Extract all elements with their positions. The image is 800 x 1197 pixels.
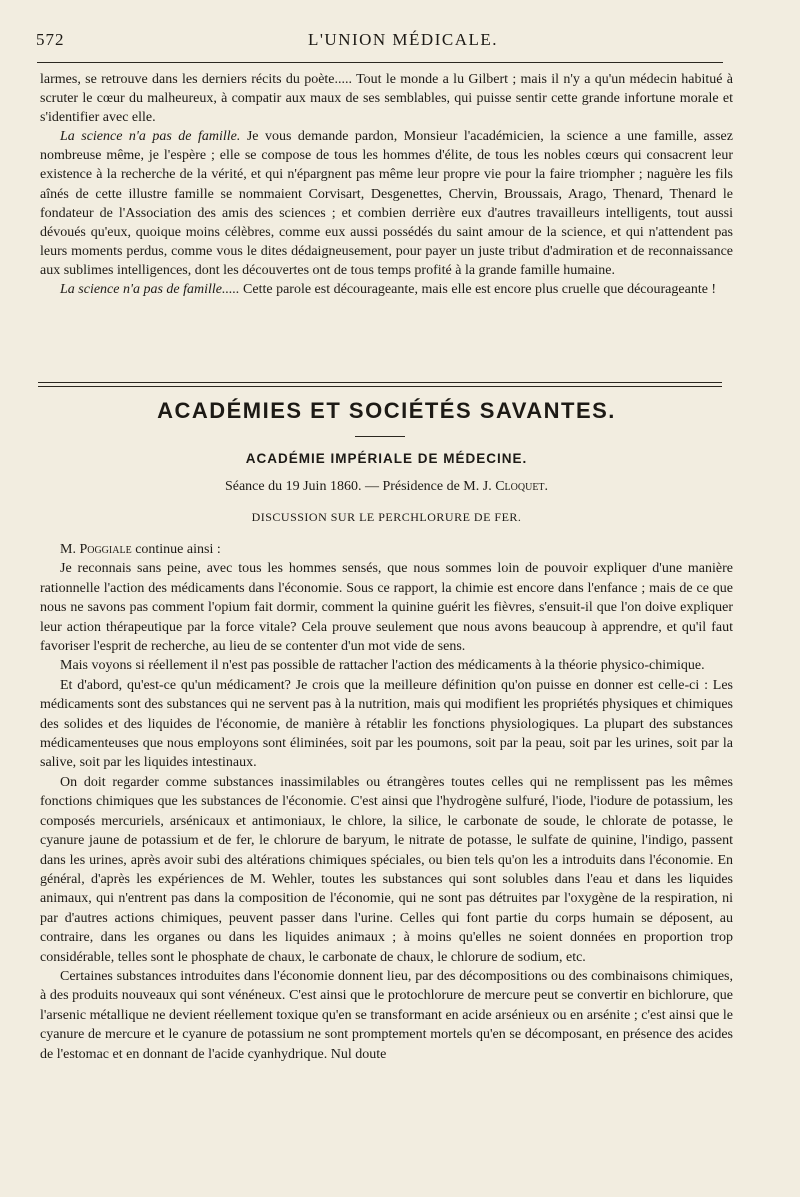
- speaker-name: Poggiale: [79, 542, 132, 557]
- section-title: ACADÉMIES ET SOCIÉTÉS SAVANTES.: [157, 398, 616, 423]
- speaker-rest: continue ainsi :: [131, 542, 221, 557]
- paragraph: [40, 127, 733, 280]
- speaker-line: [40, 540, 733, 559]
- speaker-prefix: M.: [60, 542, 80, 557]
- discussion-heading: DISCUSSION SUR LE PERCHLORURE DE FER.: [251, 510, 522, 524]
- session-prefix: Séance du 19 Juin 1860. — Présidence de M. J.: [224, 479, 496, 494]
- section-subtitle: ACADÉMIE IMPÉRIALE DE MÉDECINE.: [245, 451, 528, 466]
- paragraph: Certaines substances introduites dans l'économie donnent lieu, par des décompositions ou des combinaisons chimiques, à des produits nouveaux qui sont vénéneux. C'est ainsi que le protochlorure de mercure peut se convertir en bichlorure, que l'arsenic métallique ne devient réellement toxique qu'en se transformant en acide arsénieux ou en arsénite ; c'est ainsi que le cyanure de mercure et le cyanure de potassium ne sont promptement mortels qu'en se décomposant, en présence des acides de l'estomac et en donnant de l'acide cyanhydrique. Nul doute: [40, 968, 733, 1062]
- header-rule: [37, 62, 723, 63]
- paragraph: Et d'abord, qu'est-ce qu'un médicament? Je crois que la meilleure définition qu'on puisse en donner est celle-ci : Les médicaments sont des substances qui ne servent pas à la nutrition, mais qui modifient les propriétés physiques et chimiques des solides et des liquides de l'économie, de manière à rétablir les fonctions physiologiques. La plupart des substances médicamenteuses que nous employons sont éliminées, soit par les poumons, soit par la peau, soit par les urines, soit par la salive, soit par les liquides intestinaux.: [40, 677, 733, 771]
- italic-quote: La science n'a pas de famille.....: [60, 282, 240, 298]
- paragraph: Mais voyons si réellement il n'est pas possible de rattacher l'action des médicaments à la théorie physico-chimique.: [60, 658, 705, 674]
- paragraph: larmes, se retrouve dans les derniers récits du poète..... Tout le monde a lu Gilbert ; mais il n'y a qu'un médecin habitué à scruter le cœur du malheureux, à compatir aux maux de ses semblables, qui puisse sentir cette grande infortune morale et s'identifier avec elle.: [40, 72, 733, 126]
- paragraph: [40, 280, 733, 299]
- section-double-rule: [38, 382, 722, 387]
- paragraph: Je reconnais sans peine, avec tous les hommes sensés, que nous sommes loin de pouvoir expliquer d'une manière rationnelle l'action des médicaments dans l'économie. Sous ce rapport, la chimie est encore dans l'enfance ; mais de ce que nous ne savons pas comment l'opium fait dormir, comment la quinine guérit les fièvres, s'ensuit-il que l'on doive expliquer leur action thérapeutique par la force vitale? Cela prouve seulement que nous avons beaucoup à apprendre, et qu'il faut favoriser l'esprit de recherche, au lieu de se contenter d'un mot vide de sens.: [40, 561, 733, 655]
- paragraph-text: Cette parole est décourageante, mais elle est encore plus cruelle que décourageante !: [239, 282, 717, 298]
- running-title: L'UNION MÉDICALE.: [307, 30, 499, 49]
- session-line: [40, 479, 733, 495]
- italic-quote: La science n'a pas de famille.: [60, 129, 241, 145]
- running-header: [36, 30, 770, 52]
- paragraph-text: Je vous demande pardon, Monsieur l'académicien, la science a une famille, assez nombreuse même, je l'espère ; elle se compose de tous les hommes d'élite, de tous les nobles cœurs qui consacrent leur existence à la recherche de la vérité, et qui n'épargnent pas même leur propre vie pour la faire triompher ; naguère les fils aînés de cette illustre famille se nommaient Corvisart, Desgenettes, Chervin, Broussais, Arago, Thenard, Thenard le fondateur de l'Association des amis des sciences ; et combien derrière eux d'autres travailleurs intelligents, tout aussi dévoués qu'eux, quoique moins célèbres, comme eux aussi possédés du saint amour de la science, et qui n'attendent pas leurs moments perdus, comme vous le dites dédaigneusement, pour payer un juste tribut d'admiration et de reconnaissance aux sublimes intelligences, dont les découvertes ont de tous temps profité à la grande famille humaine.: [40, 129, 733, 278]
- page-number: 572: [36, 30, 65, 49]
- session-suffix: .: [544, 479, 549, 494]
- paragraph: On doit regarder comme substances inassimilables ou étrangères toutes celles qui ne remplissent pas les mêmes fonctions chimiques que les substances de l'économie. C'est ainsi que l'hydrogène sulfuré, l'iode, l'iodure de potassium, les composés mercuriels, arsénicaux et antimoniaux, le chlore, la silice, le carbonate de soude, le chlorate de potasse, le cyanure jaune de potassium et de fer, le chlorure de baryum, le nitrate de potasse, le sulfate de quinine, l'indigo, passent dans les urines, après avoir subi des altérations chimiques spéciales, ou bien tels qu'on les a introduits dans l'économie. En général, d'après les expériences de M. Wehler, toutes les substances qui sont solubles dans l'eau et dans les liquides animaux, qui n'entrent pas dans la composition de l'économie, qui ne sont pas détruites par l'oxygène de la respiration, ni par d'autres actions chimiques, peuvent passer dans l'urine. Celles qui font partie du corps humain se déposent, au contraire, dans les organes ou dans les liquides animaux ; à moins qu'elles ne soient données en proportion trop considérable, telles sont le phosphate de chaux, le carbonate de chaux, le chlorure de sodium, etc.: [40, 774, 733, 965]
- short-divider: [355, 436, 405, 437]
- president-name: Cloquet: [495, 479, 545, 494]
- previous-article-text: [40, 70, 733, 299]
- discussion-text: [40, 540, 733, 1064]
